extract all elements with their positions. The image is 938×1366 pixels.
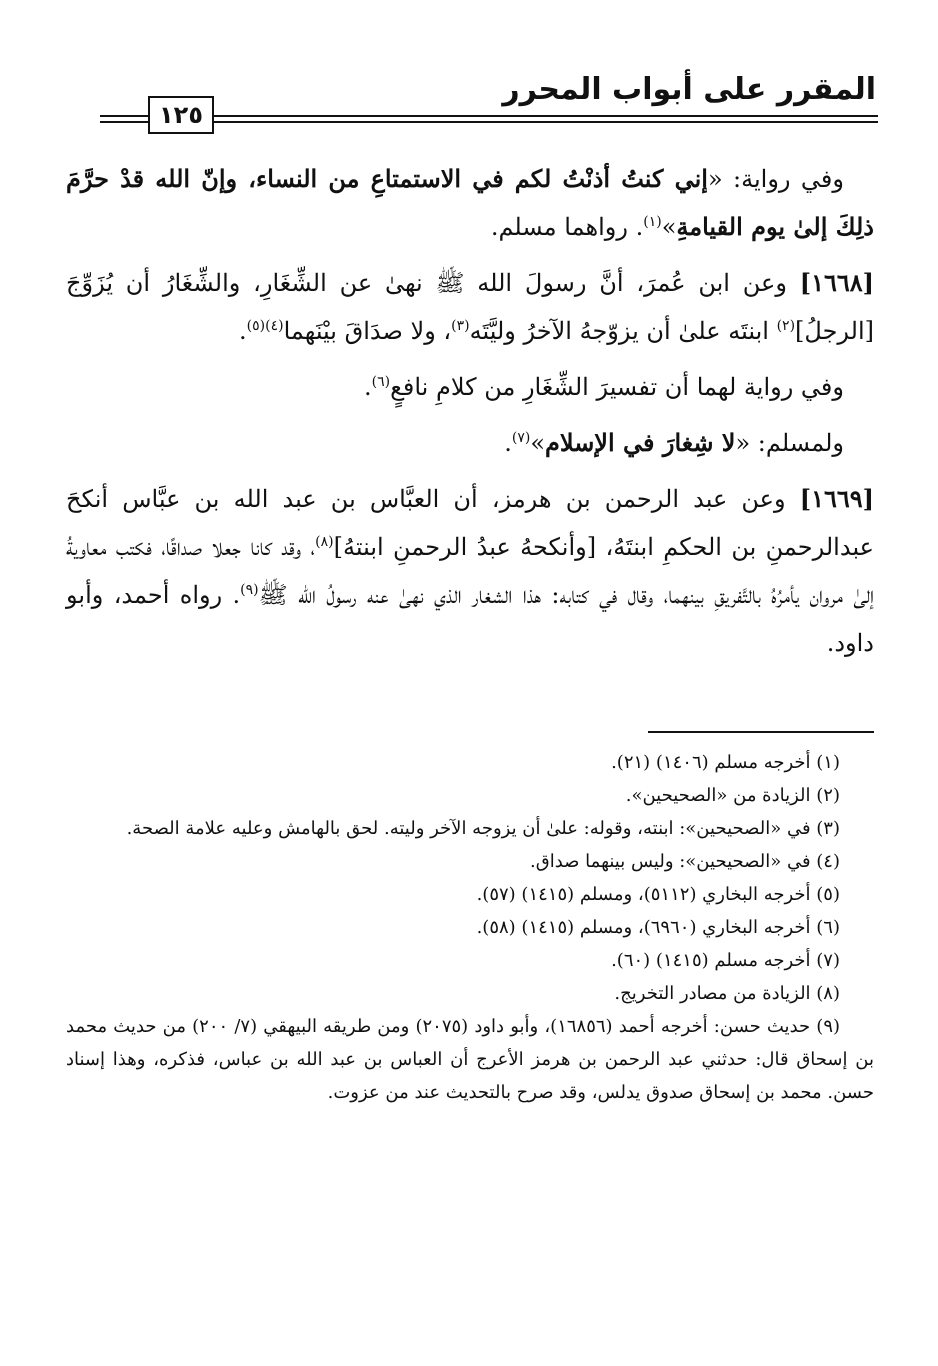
footnote-ref-3: (٣) [451, 318, 470, 334]
footnote-8: (٨) الزيادة من مصادر التخريج. [614, 983, 840, 1004]
hadith-1669 [66, 475, 874, 667]
main-text [66, 155, 874, 667]
footnotes [66, 746, 874, 1109]
footnote-4: (٤) في «الصحيحين»: وليس بينهما صداق. [530, 851, 840, 872]
p1-after: . رواهما مسلم. [490, 213, 644, 241]
footnote-ref-4-5: (٤)(٥) [246, 318, 284, 334]
running-header-title: المقرر على أبواب المحرر [502, 72, 876, 107]
p1-quote-close: » [661, 213, 677, 241]
footnote-5: (٥) أخرجه البخاري (٥١١٢)، ومسلم (١٤١٥) (٥٧). [476, 884, 840, 905]
p4-intro: ولمسلم: « [735, 429, 844, 457]
footnote-ref-7: (٧) [511, 430, 531, 446]
footnote-2: (٢) الزيادة من «الصحيحين». [625, 785, 840, 806]
p4-end: . [504, 429, 512, 457]
footnote-ref-2: (٢) [776, 318, 796, 334]
p2-text: وعن ابن عُمرَ، أنَّ رسولَ الله ﷺ نهىٰ عن الشِّغَارِ، والشِّغَارُ أن يُزَوِّجَ [الرجلُ] [66, 269, 874, 345]
footnote-1: (١) أخرجه مسلم (١٤٠٦) (٢١). [611, 752, 840, 773]
header-rule-top [100, 115, 878, 117]
header-rule-bottom [100, 121, 878, 123]
paragraph-muslim-la-shighar [66, 419, 874, 467]
footnote-6: (٦) أخرجه البخاري (٦٩٦٠)، ومسلم (١٤١٥) (٥٨). [476, 917, 840, 938]
hadith-1668 [66, 259, 874, 355]
page-number-box [148, 96, 214, 134]
p5-text: وعن عبد الرحمن بن هرمز، أن العبَّاس بن عبد الله بن عبَّاس أنكحَ عبدالرحمنِ بن الحكمِ ابنتَهُ، [وأنكحهُ عبدُ الرحمنِ ابنتهُ] [66, 485, 875, 561]
footnote-9: (٩) حديث حسن: أخرجه أحمد (١٦٨٥٦)، وأبو داود (٢٠٧٥) ومن طريقه البيهقي (٧/ ٢٠٠) من حديث محمد بن إسحاق قال: حدثني عبد الرحمن بن هرمز الأعرج أن العباس بن عبد الله بن عباس، فذكره، وهذا إسناد حسن. محمد بن إسحاق صدوق يدلس، وقد صرح بالتحديث عند من عزوت. [66, 1016, 874, 1103]
footnote-separator [648, 731, 874, 733]
paragraph-tafsir-shighar [66, 363, 874, 411]
p1-quote: إني كنتُ أذنْتُ لكم في الاستمتاعِ من النساء، وإنّ الله قدْ حرَّمَ ذلِكَ إلىٰ يوم القيامةِ [66, 164, 874, 241]
p2-text3: ، ولا صدَاقَ بيْنَهما [283, 317, 452, 345]
p2-end: . [238, 317, 247, 345]
footnote-7: (٧) أخرجه مسلم (١٤١٥) (٦٠). [611, 950, 840, 971]
p3-text: وفي رواية لهما أن تفسيرَ الشِّغَارِ من كلامِ نافعٍ [390, 373, 844, 401]
p1-intro: وفي رواية: « [707, 165, 844, 193]
paragraph-riwaya-mutah [66, 155, 874, 251]
footnote-3: (٣) في «الصحيحين»: ابنته، وقوله: علىٰ أن يزوجه الآخر وليته. لحق بالهامش وعليه علامة الصحة. [126, 818, 840, 839]
footnote-ref-9: (٩) [240, 582, 259, 598]
p4-quote-close: » [530, 429, 546, 457]
footnote-ref-8: (٨) [315, 534, 334, 550]
p2-text2: ابنتَه علىٰ أن يزوّجهُ الآخرُ وليَّتَه [469, 317, 777, 345]
p3-end: . [363, 373, 372, 401]
p5-text2: ، وقد كانا جعلا صداقًا، فكتب معاويةُ إلىٰ مروان يأمرُهُ بالتَّفريقِ بينهما، وقال في كتابه: هذا الشغار الذي نهىٰ عنه رسولُ الله ﷺ [66, 533, 874, 609]
page-number: ١٢٥ [159, 101, 203, 129]
p4-quote: لا شِغارَ في الإسلام [545, 428, 736, 457]
hadith-number-1669: [١٦٦٩] [799, 484, 874, 513]
hadith-number-1668: [١٦٦٨] [799, 268, 874, 297]
p5-end: . رواه أحمد، وأبو داود. [66, 581, 874, 657]
footnote-ref-6: (٦) [371, 374, 391, 390]
footnote-ref-1: (١) [643, 214, 662, 230]
